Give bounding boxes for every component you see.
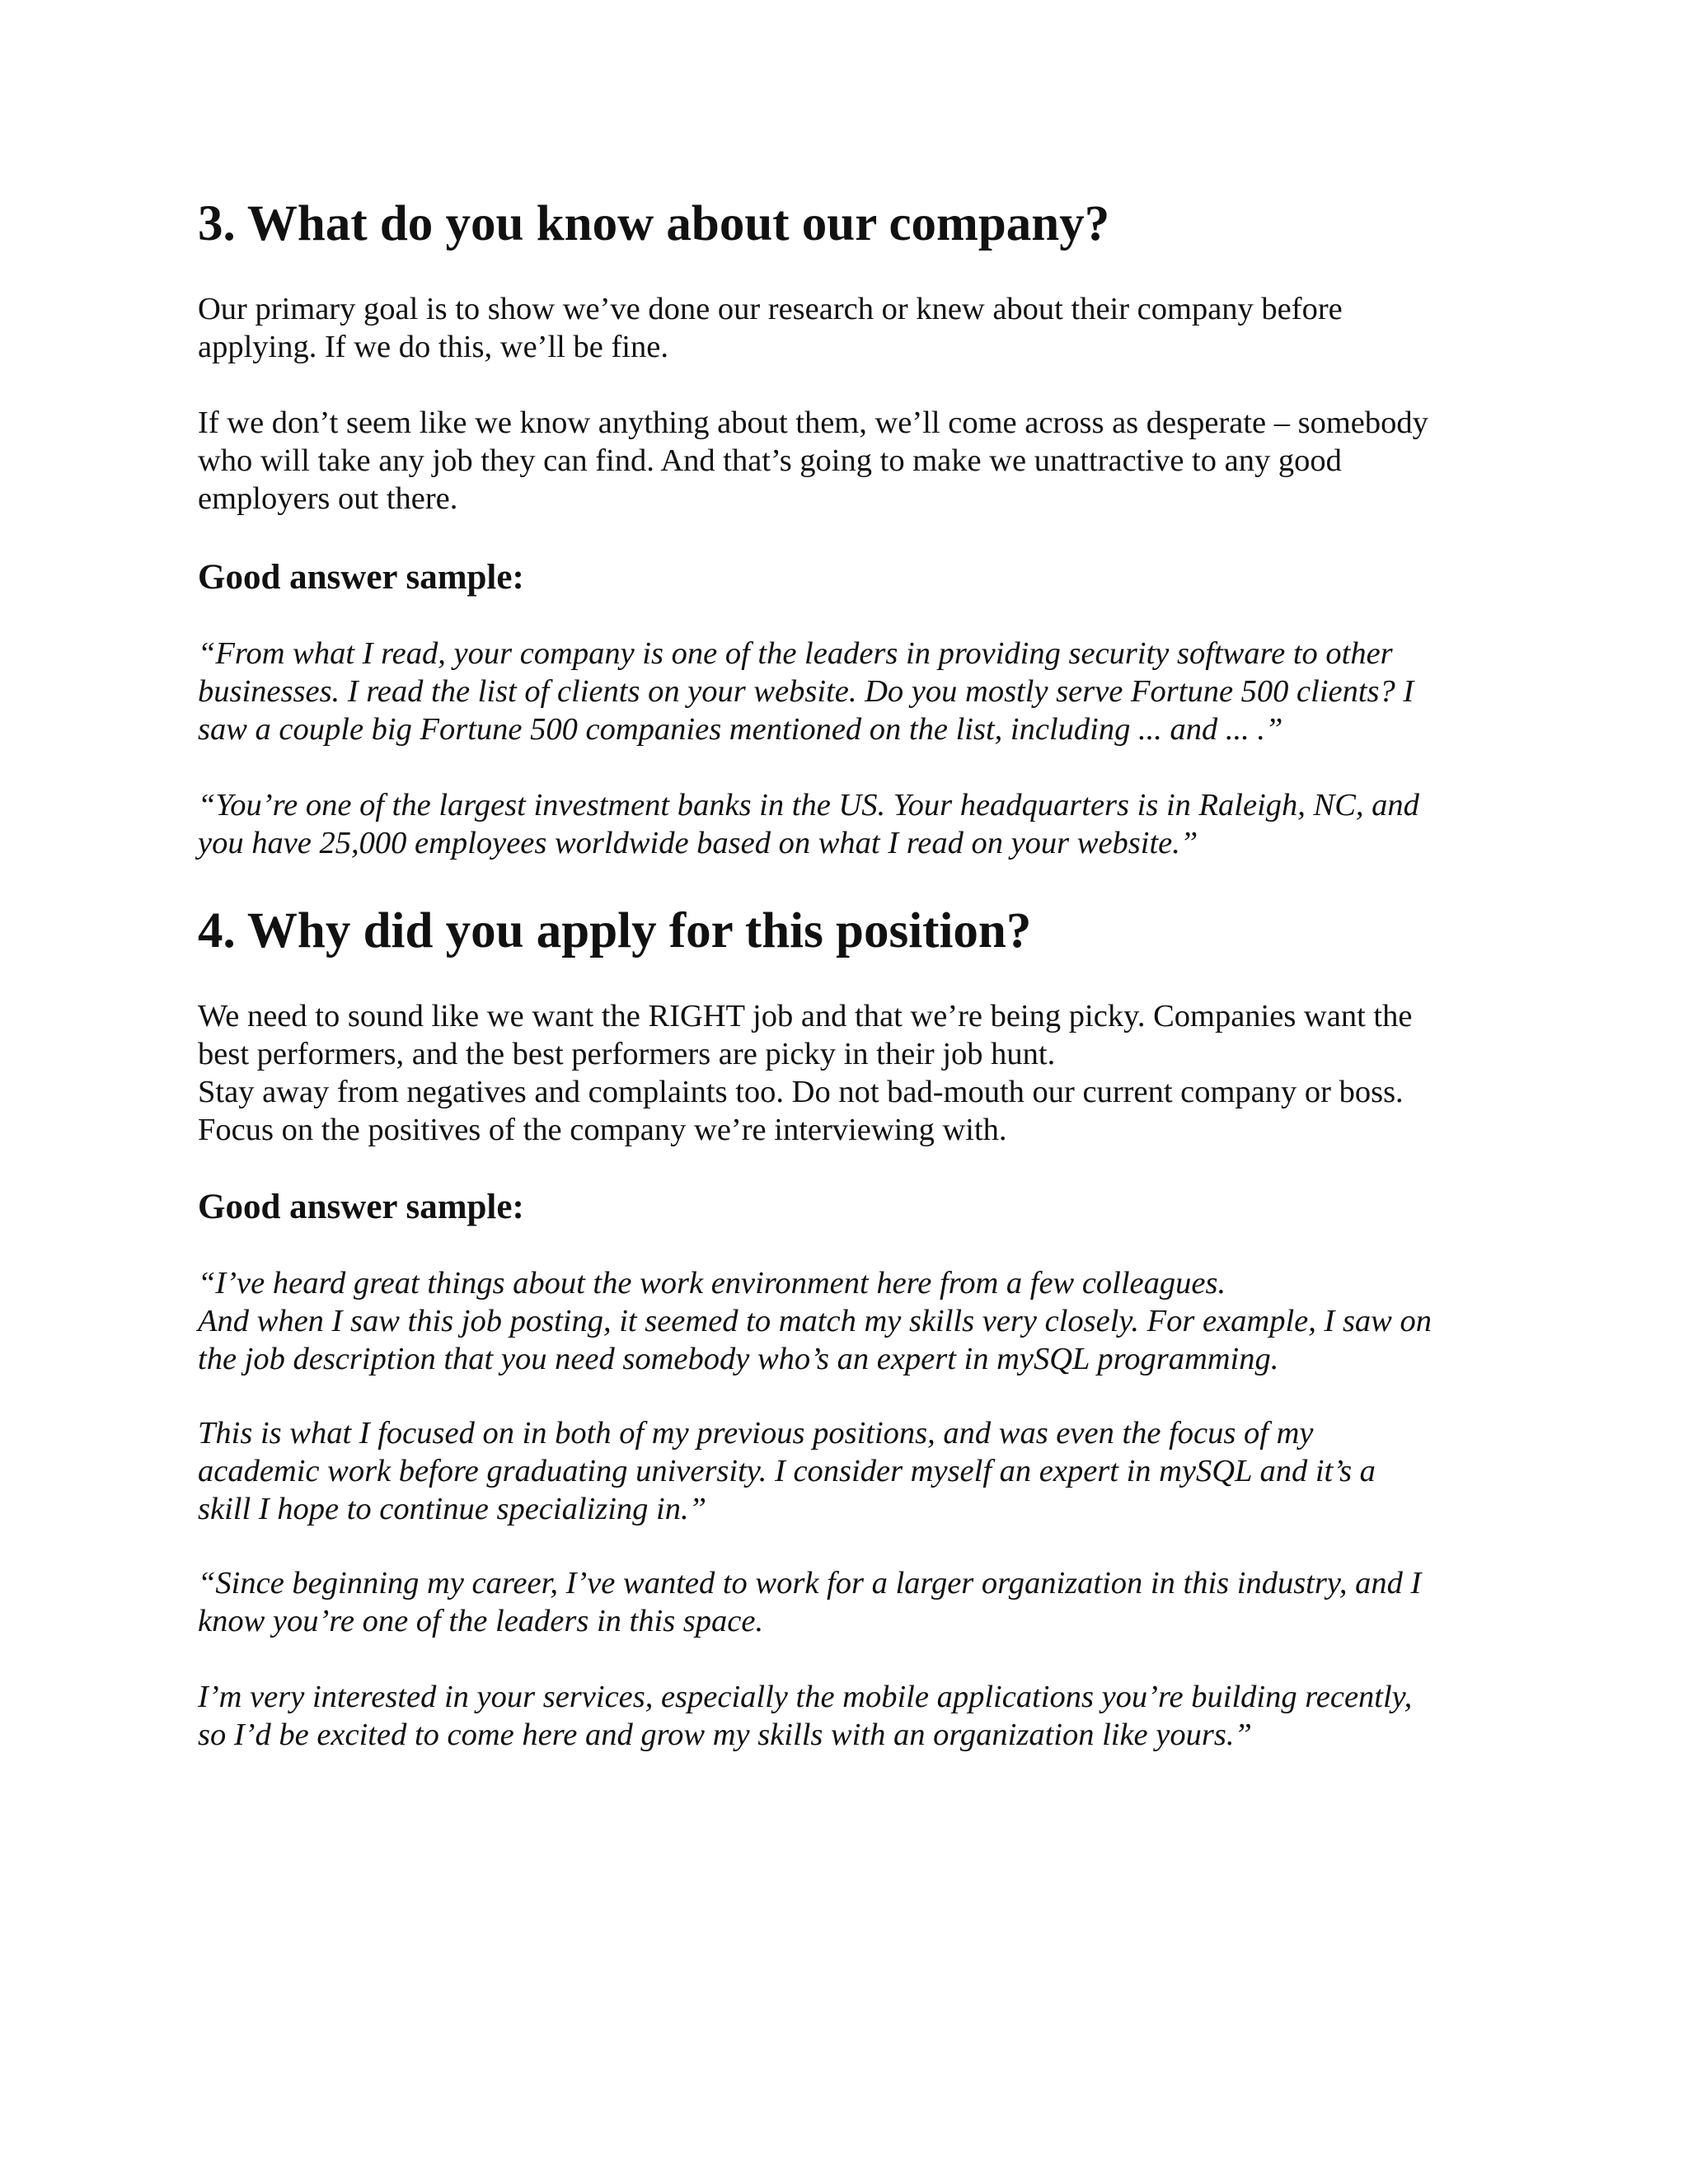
section-3-paragraph-1 bbox=[198, 290, 1517, 366]
section-3-sample-1 bbox=[198, 635, 1517, 748]
text-line: We need to sound like we want the RIGHT job and that we’re being picky. Companies want the bbox=[198, 999, 1413, 1033]
text-line: Stay away from negatives and complaints too. Do not bad-mouth our current company or boss. bbox=[198, 1075, 1404, 1109]
text-line: “Since beginning my career, I’ve wanted to work for a larger organization in this industry, and I bbox=[198, 1566, 1422, 1601]
text-line: academic work before graduating university. I consider myself an expert in mySQL and it’s a bbox=[198, 1454, 1376, 1488]
section-3-sample-2 bbox=[198, 786, 1517, 862]
text-line: “You’re one of the largest investment banks in the US. Your headquarters is in Raleigh, NC, and bbox=[198, 788, 1419, 823]
section-3-heading: 3. What do you know about our company? bbox=[198, 196, 1110, 251]
text-line: saw a couple big Fortune 500 companies mentioned on the list, including ... and ... .” bbox=[198, 712, 1283, 747]
text-line: If we don’t seem like we know anything about them, we’ll come across as desperate – somebody bbox=[198, 405, 1428, 440]
text-line: businesses. I read the list of clients on your website. Do you mostly serve Fortune 500 clients? I bbox=[198, 674, 1414, 709]
text-line: Focus on the positives of the company we’re interviewing with. bbox=[198, 1113, 1007, 1147]
text-line: the job description that you need somebody who’s an expert in mySQL programming. bbox=[198, 1342, 1279, 1376]
text-line: so I’d be excited to come here and grow my skills with an organization like yours.” bbox=[198, 1718, 1252, 1752]
text-line: This is what I focused on in both of my previous positions, and was even the focus of my bbox=[198, 1416, 1314, 1451]
text-line: know you’re one of the leaders in this space. bbox=[198, 1604, 764, 1638]
text-line: I’m very interested in your services, especially the mobile applications you’re building recently, bbox=[198, 1680, 1413, 1714]
text-line: who will take any job they can find. And that’s going to make we unattractive to any good bbox=[198, 443, 1342, 478]
text-line: you have 25,000 employees worldwide based on what I read on your website.” bbox=[198, 826, 1198, 860]
text-line: employers out there. bbox=[198, 481, 458, 516]
section-4-paragraph-1 bbox=[198, 997, 1517, 1149]
section-3-paragraph-2 bbox=[198, 404, 1517, 518]
section-4-sample-3 bbox=[198, 1564, 1517, 1640]
text-line: And when I saw this job posting, it seemed to match my skills very closely. For example, I saw on bbox=[198, 1304, 1432, 1338]
text-line: Our primary goal is to show we’ve done our research or knew about their company before bbox=[198, 292, 1343, 326]
section-4-sample-heading: Good answer sample: bbox=[198, 1188, 524, 1226]
section-4-sample-1 bbox=[198, 1264, 1517, 1378]
text-line: “From what I read, your company is one of the leaders in providing security software to other bbox=[198, 636, 1393, 671]
text-line: skill I hope to continue specializing in.” bbox=[198, 1492, 706, 1526]
section-4-sample-2 bbox=[198, 1414, 1517, 1528]
text-line: best performers, and the best performers are picky in their job hunt. bbox=[198, 1037, 1056, 1071]
section-3-sample-heading: Good answer sample: bbox=[198, 558, 524, 597]
section-4-sample-4 bbox=[198, 1678, 1517, 1754]
text-line: “I’ve heard great things about the work environment here from a few colleagues. bbox=[198, 1266, 1226, 1301]
text-line: applying. If we do this, we’ll be fine. bbox=[198, 330, 668, 364]
section-4-heading: 4. Why did you apply for this position? bbox=[198, 903, 1032, 958]
